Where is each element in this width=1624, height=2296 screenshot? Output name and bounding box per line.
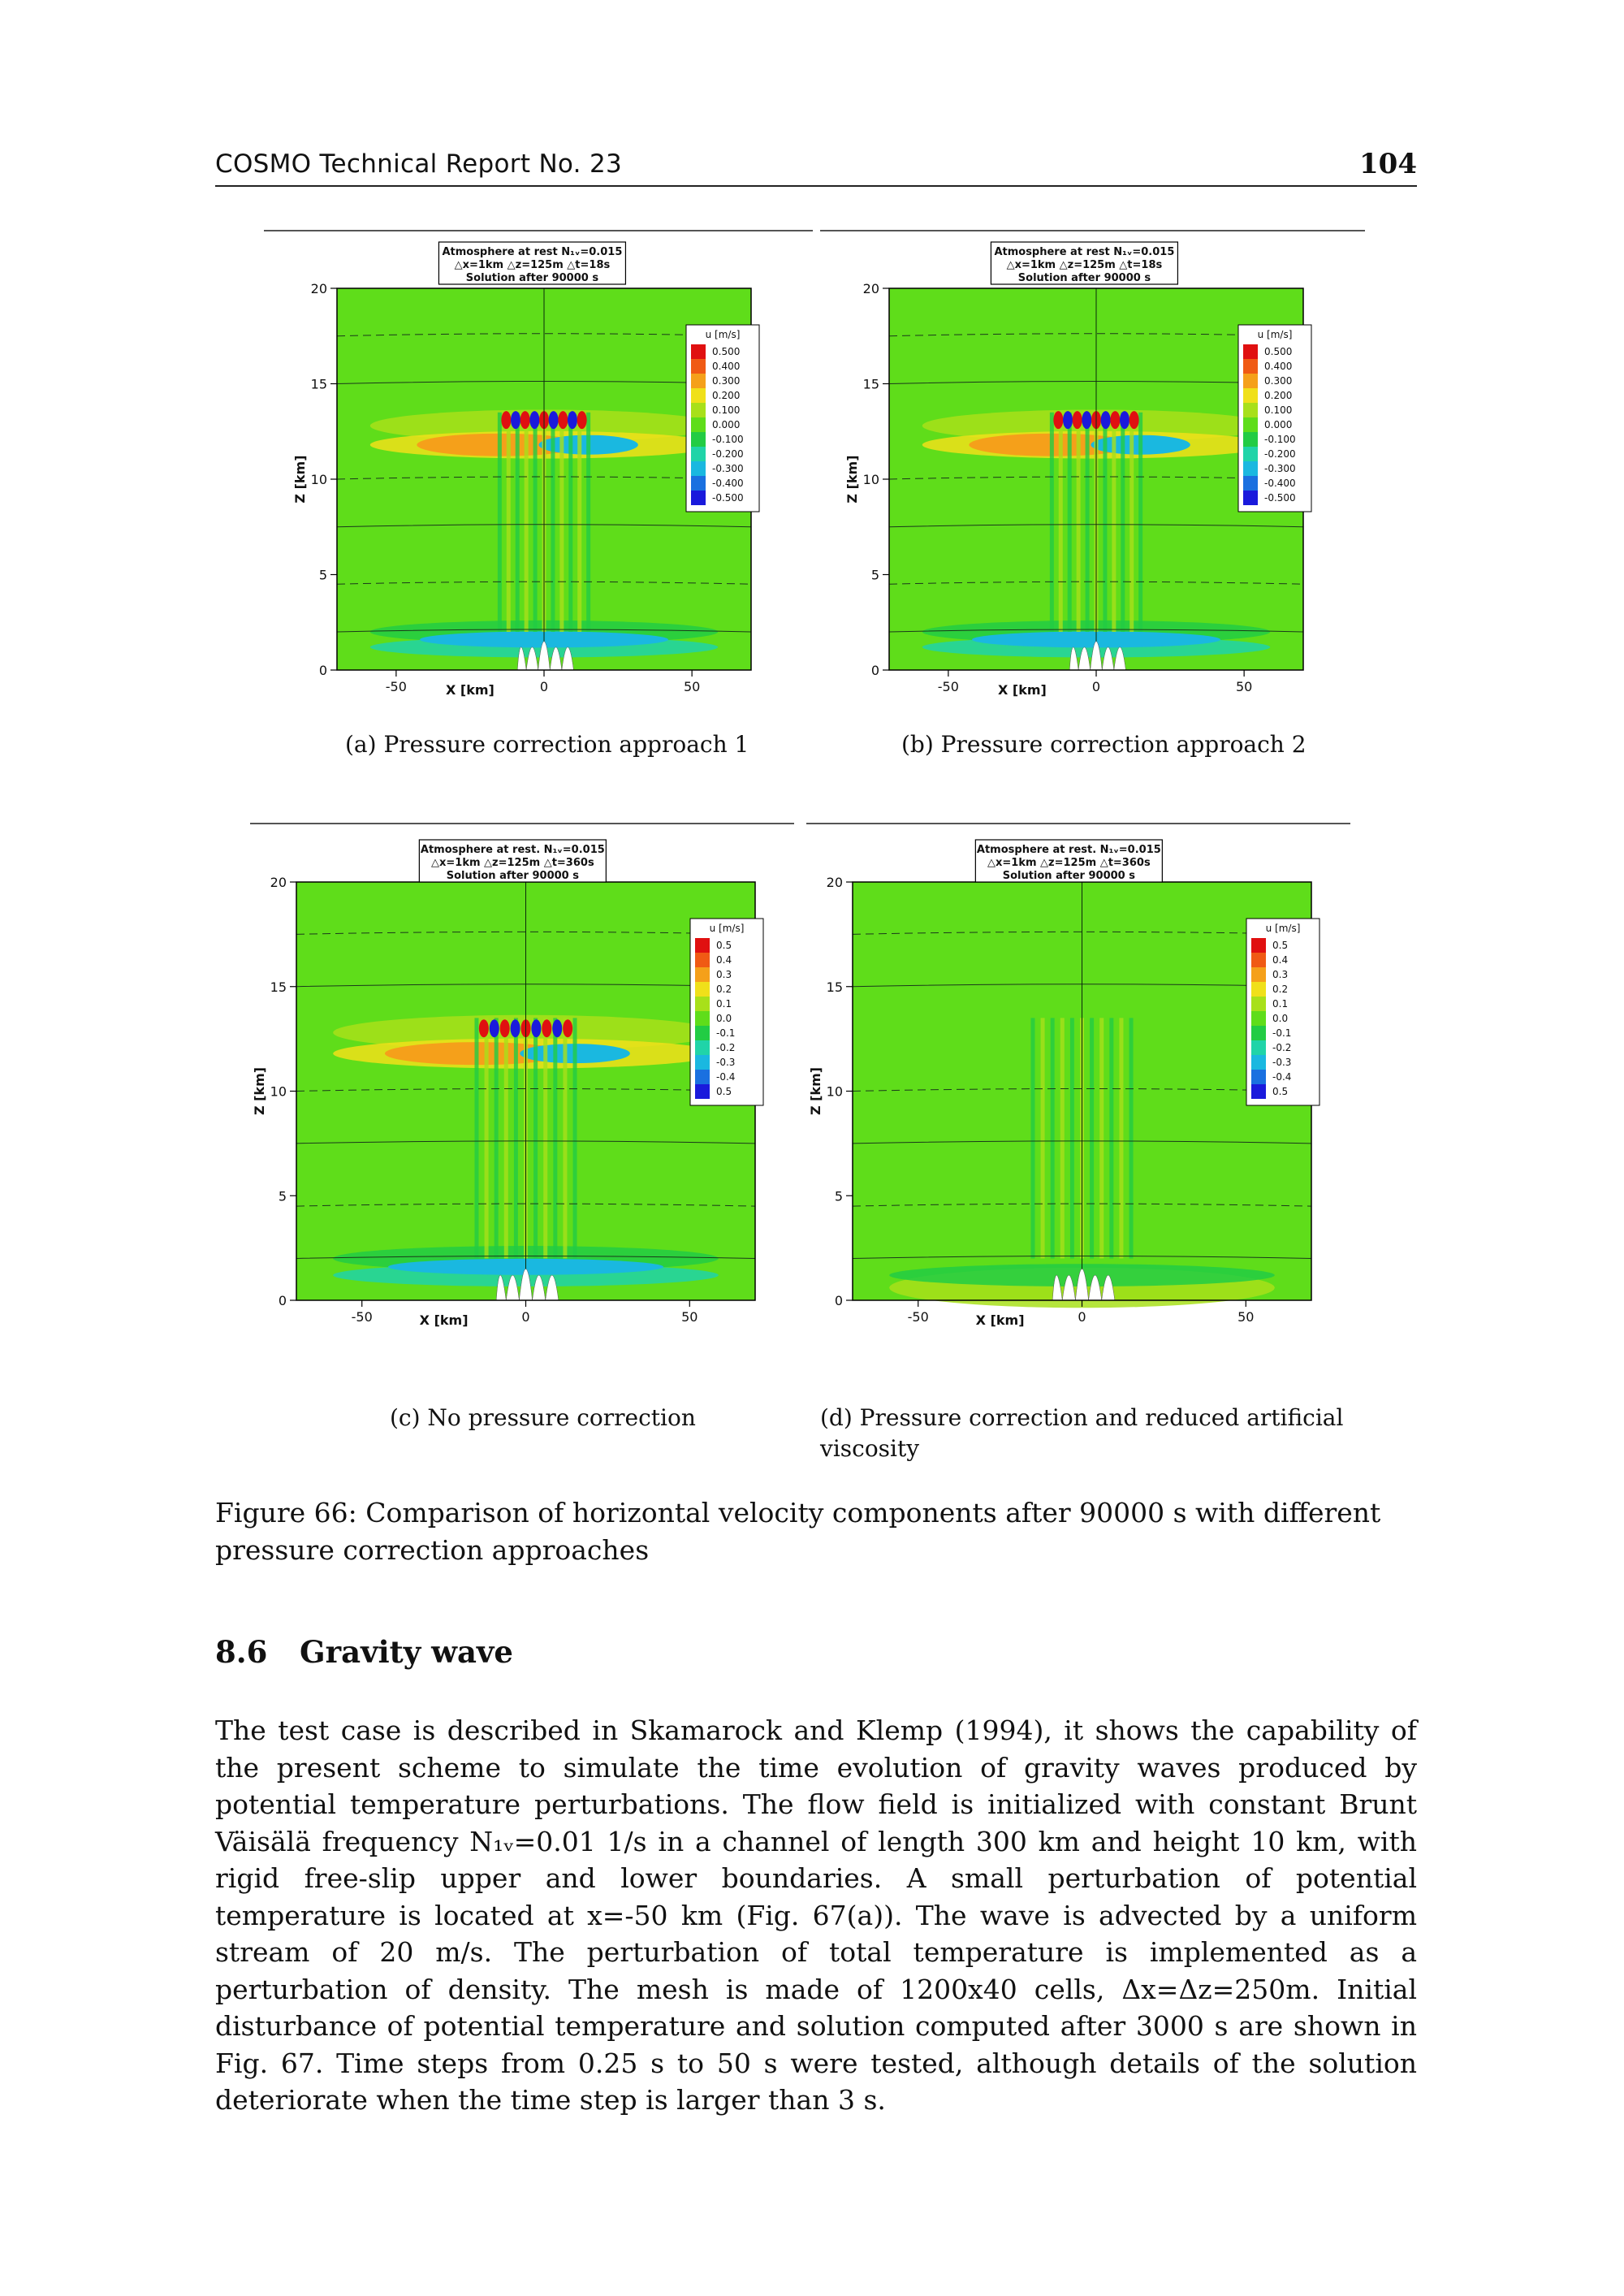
info-line-1: △x=1km △z=125m △t=18s <box>1006 259 1163 271</box>
legend-label-2: 0.3 <box>1272 969 1289 980</box>
legend-label-5: 0.000 <box>1264 419 1293 430</box>
body-paragraph: The test case is described in Skamarock and Klemp (1994), it shows the capability of the present scheme to simulate the time evolution of gravity waves produced by potential temperature perturbations. The flow field is initialized with constant Brunt Väisälä frequency N₁ᵥ=0.01 1/s in a channel of length 300 km and height 10 km, with rigid free-slip upper and lower boundaries. A small perturbation of potential temperature is located at x=-50 km (Fig. 67(a)). The wave is advected by a uniform stream of 20 m/s. The perturbation of total temperature is implemented as a perturbation of density. The mesh is made of 1200x40 cells, Δx=Δz=250m. Initial disturbance of potential temperature and solution computed after 3000 s are shown in Fig. 67. Time steps from 0.25 s to 50 s were tested, although details of the solution deteriorate when the time step is larger than 3 s. <box>215 1714 1417 2116</box>
page-header <box>215 138 1417 187</box>
legend-label-1: 0.4 <box>1272 954 1289 966</box>
x-tick-label-1: 0 <box>1078 1309 1086 1325</box>
info-line-0: Atmosphere at rest. N₁ᵥ=0.015 <box>420 844 605 856</box>
x-tick-label-1: 0 <box>1091 679 1101 694</box>
legend-label-0: 0.5 <box>1272 940 1289 951</box>
legend-label-6: -0.1 <box>1272 1027 1292 1039</box>
legend-label-2: 0.300 <box>1264 375 1293 387</box>
legend-label-0: 0.500 <box>712 346 741 357</box>
jet-cell-6 <box>558 411 568 429</box>
legend-swatch-1 <box>1243 359 1258 374</box>
legend-label-3: 0.2 <box>716 984 732 995</box>
jet-cell-2 <box>520 411 530 429</box>
legend-label-7: -0.200 <box>712 448 744 460</box>
y-tick-label-3: 15 <box>270 979 287 995</box>
y-axis-label: Z [km] <box>292 455 308 504</box>
legend-swatch-0 <box>1243 344 1258 359</box>
y-tick-label-4: 20 <box>826 875 843 890</box>
figure-caption: Figure 66: Comparison of horizontal velocity components after 90000 s with different pressure correction approaches <box>215 1497 1381 1566</box>
jet-cell-1 <box>1063 411 1073 429</box>
legend-label-7: -0.200 <box>1264 448 1296 460</box>
legend-label-5: 0.000 <box>712 419 741 430</box>
info-line-2: Solution after 90000 s <box>1017 272 1151 284</box>
legend-label-7: -0.2 <box>716 1042 736 1053</box>
legend-swatch-10 <box>1243 491 1258 505</box>
legend-swatch-0 <box>695 938 710 953</box>
section-title-text: Gravity wave <box>300 1634 513 1670</box>
legend-label-9: -0.4 <box>716 1071 736 1083</box>
legend-label-10: 0.5 <box>716 1086 732 1097</box>
x-tick-label-0: -50 <box>385 679 407 694</box>
caption-a: (a) Pressure correction approach 1 <box>345 731 749 758</box>
legend-label-8: -0.300 <box>712 463 744 474</box>
x-tick-label-0: -50 <box>351 1309 373 1325</box>
legend-label-6: -0.1 <box>716 1027 736 1039</box>
legend-swatch-2 <box>691 374 706 388</box>
y-tick-label-3: 15 <box>826 979 843 995</box>
jet-cell-0 <box>1053 411 1063 429</box>
legend-swatch-4 <box>1243 403 1258 417</box>
y-tick-label-1: 5 <box>870 567 879 583</box>
legend-swatch-8 <box>691 461 706 476</box>
legend-swatch-10 <box>1251 1084 1266 1099</box>
y-tick-label-3: 15 <box>310 376 327 392</box>
legend-title: u [m/s] <box>709 923 745 934</box>
x-axis-label: X [km] <box>419 1312 469 1328</box>
legend-swatch-0 <box>691 344 706 359</box>
jet-cell-1 <box>490 1019 499 1037</box>
legend-swatch-2 <box>695 967 710 982</box>
legend-swatch-7 <box>1251 1040 1266 1055</box>
jet-cell-8 <box>1129 411 1139 429</box>
legend-swatch-6 <box>1243 432 1258 447</box>
panel-b-frame <box>820 230 1365 231</box>
legend-label-8: -0.300 <box>1264 463 1296 474</box>
info-line-0: Atmosphere at rest N₁ᵥ=0.015 <box>442 246 623 258</box>
legend-swatch-7 <box>1243 447 1258 461</box>
jet-cell-7 <box>1120 411 1129 429</box>
legend-swatch-7 <box>691 447 706 461</box>
y-axis-label: Z [km] <box>252 1066 267 1116</box>
legend-label-0: 0.5 <box>716 940 732 951</box>
legend-swatch-5 <box>1243 417 1258 432</box>
info-line-2: Solution after 90000 s <box>1002 870 1135 882</box>
section-heading <box>215 1634 513 1670</box>
legend-swatch-4 <box>691 403 706 417</box>
jet-cell-3 <box>529 411 539 429</box>
legend-swatch-10 <box>691 491 706 505</box>
report-title: COSMO Technical Report No. 23 <box>215 149 623 179</box>
legend-label-0: 0.500 <box>1264 346 1293 357</box>
legend-swatch-0 <box>1251 938 1266 953</box>
caption-b: (b) Pressure correction approach 2 <box>901 731 1307 758</box>
legend-label-10: -0.500 <box>712 492 744 504</box>
jet-cell-0 <box>479 1019 489 1037</box>
info-line-1: △x=1km △z=125m △t=360s <box>987 857 1151 869</box>
legend-label-6: -0.100 <box>712 434 744 445</box>
legend-swatch-9 <box>691 476 706 491</box>
legend-swatch-9 <box>695 1070 710 1084</box>
y-tick-label-0: 0 <box>870 663 879 678</box>
info-line-0: Atmosphere at rest. N₁ᵥ=0.015 <box>976 844 1161 856</box>
legend-swatch-4 <box>695 997 710 1011</box>
legend-label-9: -0.4 <box>1272 1071 1292 1083</box>
jet-cell-6 <box>1110 411 1120 429</box>
legend-label-10: 0.5 <box>1272 1086 1289 1097</box>
contour-plot-d <box>800 833 1336 1361</box>
panel-d-frame <box>806 823 1350 824</box>
legend-swatch-3 <box>691 388 706 403</box>
legend-label-2: 0.300 <box>712 375 741 387</box>
legend-swatch-1 <box>695 953 710 967</box>
jet-cell-7 <box>552 1019 562 1037</box>
legend-swatch-1 <box>691 359 706 374</box>
legend-swatch-9 <box>1251 1070 1266 1084</box>
legend-label-10: -0.500 <box>1264 492 1296 504</box>
legend-label-3: 0.200 <box>1264 390 1293 401</box>
y-tick-label-1: 5 <box>318 567 327 583</box>
jet-cell-1 <box>511 411 520 429</box>
legend-label-4: 0.100 <box>712 404 741 416</box>
panel-c-frame <box>250 823 794 824</box>
legend-swatch-8 <box>1251 1055 1266 1070</box>
jet-cell-5 <box>549 411 559 429</box>
jet-cell-3 <box>511 1019 520 1037</box>
legend-label-5: 0.0 <box>716 1013 732 1024</box>
y-axis-label: Z [km] <box>808 1066 823 1116</box>
y-tick-label-2: 10 <box>862 472 879 487</box>
legend-label-1: 0.400 <box>712 361 741 372</box>
legend-label-4: 0.100 <box>1264 404 1293 416</box>
legend-swatch-1 <box>1251 953 1266 967</box>
y-tick-label-0: 0 <box>834 1293 843 1308</box>
jet-cell-7 <box>568 411 577 429</box>
caption-d: (d) Pressure correction and reduced artificial viscosity <box>820 1404 1344 1462</box>
panel-d-plot <box>800 833 1336 1361</box>
legend-label-1: 0.4 <box>716 954 732 966</box>
legend-swatch-2 <box>1243 374 1258 388</box>
legend-label-7: -0.2 <box>1272 1042 1292 1053</box>
legend-swatch-3 <box>1243 388 1258 403</box>
y-tick-label-4: 20 <box>310 281 327 296</box>
legend-label-2: 0.3 <box>716 969 732 980</box>
legend-swatch-10 <box>695 1084 710 1099</box>
legend-swatch-5 <box>1251 1011 1266 1026</box>
y-tick-label-3: 15 <box>862 376 879 392</box>
jet-cell-5 <box>531 1019 541 1037</box>
jet-cell-2 <box>500 1019 510 1037</box>
caption-c: (c) No pressure correction <box>390 1404 696 1431</box>
y-tick-label-2: 10 <box>826 1083 843 1100</box>
panel-b-plot <box>820 236 1356 715</box>
legend-swatch-9 <box>1243 476 1258 491</box>
jet-cell-8 <box>563 1019 572 1037</box>
legend-label-6: -0.100 <box>1264 434 1296 445</box>
x-tick-label-1: 0 <box>521 1309 530 1325</box>
contour-plot-a <box>268 236 771 715</box>
y-axis-label: Z [km] <box>844 455 860 504</box>
legend-label-9: -0.400 <box>712 478 744 489</box>
info-line-1: △x=1km △z=125m △t=18s <box>454 259 611 271</box>
jet-cell-2 <box>1073 411 1082 429</box>
jet-cell-3 <box>1082 411 1091 429</box>
panel-c-plot <box>244 833 780 1361</box>
legend-swatch-6 <box>691 432 706 447</box>
page-number: 104 <box>1359 148 1417 180</box>
legend-swatch-5 <box>691 417 706 432</box>
y-tick-label-4: 20 <box>270 875 287 890</box>
legend-label-1: 0.400 <box>1264 361 1293 372</box>
x-tick-label-2: 50 <box>1235 679 1253 694</box>
contour-plot-b <box>820 236 1356 715</box>
legend-swatch-2 <box>1251 967 1266 982</box>
legend-label-3: 0.2 <box>1272 984 1289 995</box>
x-tick-label-1: 0 <box>539 679 549 694</box>
legend-label-3: 0.200 <box>712 390 741 401</box>
y-tick-label-4: 20 <box>862 281 879 296</box>
jet-cell-6 <box>542 1019 551 1037</box>
jet-cell-0 <box>501 411 511 429</box>
legend-label-8: -0.3 <box>1272 1057 1292 1068</box>
x-axis-label: X [km] <box>446 682 495 698</box>
x-tick-label-0: -50 <box>937 679 959 694</box>
y-tick-label-1: 5 <box>834 1188 843 1204</box>
legend-swatch-3 <box>695 982 710 997</box>
info-line-2: Solution after 90000 s <box>446 870 579 882</box>
info-line-2: Solution after 90000 s <box>465 272 599 284</box>
legend-title: u [m/s] <box>1257 329 1293 340</box>
legend-swatch-8 <box>1243 461 1258 476</box>
legend-swatch-4 <box>1251 997 1266 1011</box>
x-tick-label-2: 50 <box>683 679 701 694</box>
panel-a-frame <box>264 230 813 231</box>
section-number: 8.6 <box>215 1634 268 1670</box>
panel-a-plot <box>268 236 771 715</box>
legend-swatch-6 <box>1251 1026 1266 1040</box>
legend-swatch-7 <box>695 1040 710 1055</box>
y-tick-label-2: 10 <box>310 472 327 487</box>
info-line-1: △x=1km △z=125m △t=360s <box>431 857 594 869</box>
info-line-0: Atmosphere at rest N₁ᵥ=0.015 <box>994 246 1175 258</box>
jet-cell-5 <box>1101 411 1111 429</box>
jet-cell-8 <box>577 411 587 429</box>
y-tick-label-1: 5 <box>278 1188 287 1204</box>
x-axis-label: X [km] <box>998 682 1047 698</box>
legend-label-5: 0.0 <box>1272 1013 1289 1024</box>
x-tick-label-2: 50 <box>1237 1309 1255 1325</box>
legend-swatch-3 <box>1251 982 1266 997</box>
contour-plot-c <box>244 833 780 1361</box>
y-tick-label-0: 0 <box>278 1293 287 1308</box>
legend-label-4: 0.1 <box>1272 998 1289 1010</box>
legend-title: u [m/s] <box>705 329 741 340</box>
y-tick-label-2: 10 <box>270 1083 287 1100</box>
legend-swatch-5 <box>695 1011 710 1026</box>
legend-swatch-6 <box>695 1026 710 1040</box>
x-tick-label-2: 50 <box>681 1309 698 1325</box>
x-axis-label: X [km] <box>975 1312 1025 1328</box>
y-tick-label-0: 0 <box>318 663 327 678</box>
legend-label-9: -0.400 <box>1264 478 1296 489</box>
legend-title: u [m/s] <box>1265 923 1301 934</box>
legend-label-8: -0.3 <box>716 1057 736 1068</box>
legend-swatch-8 <box>695 1055 710 1070</box>
x-tick-label-0: -50 <box>907 1309 929 1325</box>
legend-label-4: 0.1 <box>716 998 732 1010</box>
